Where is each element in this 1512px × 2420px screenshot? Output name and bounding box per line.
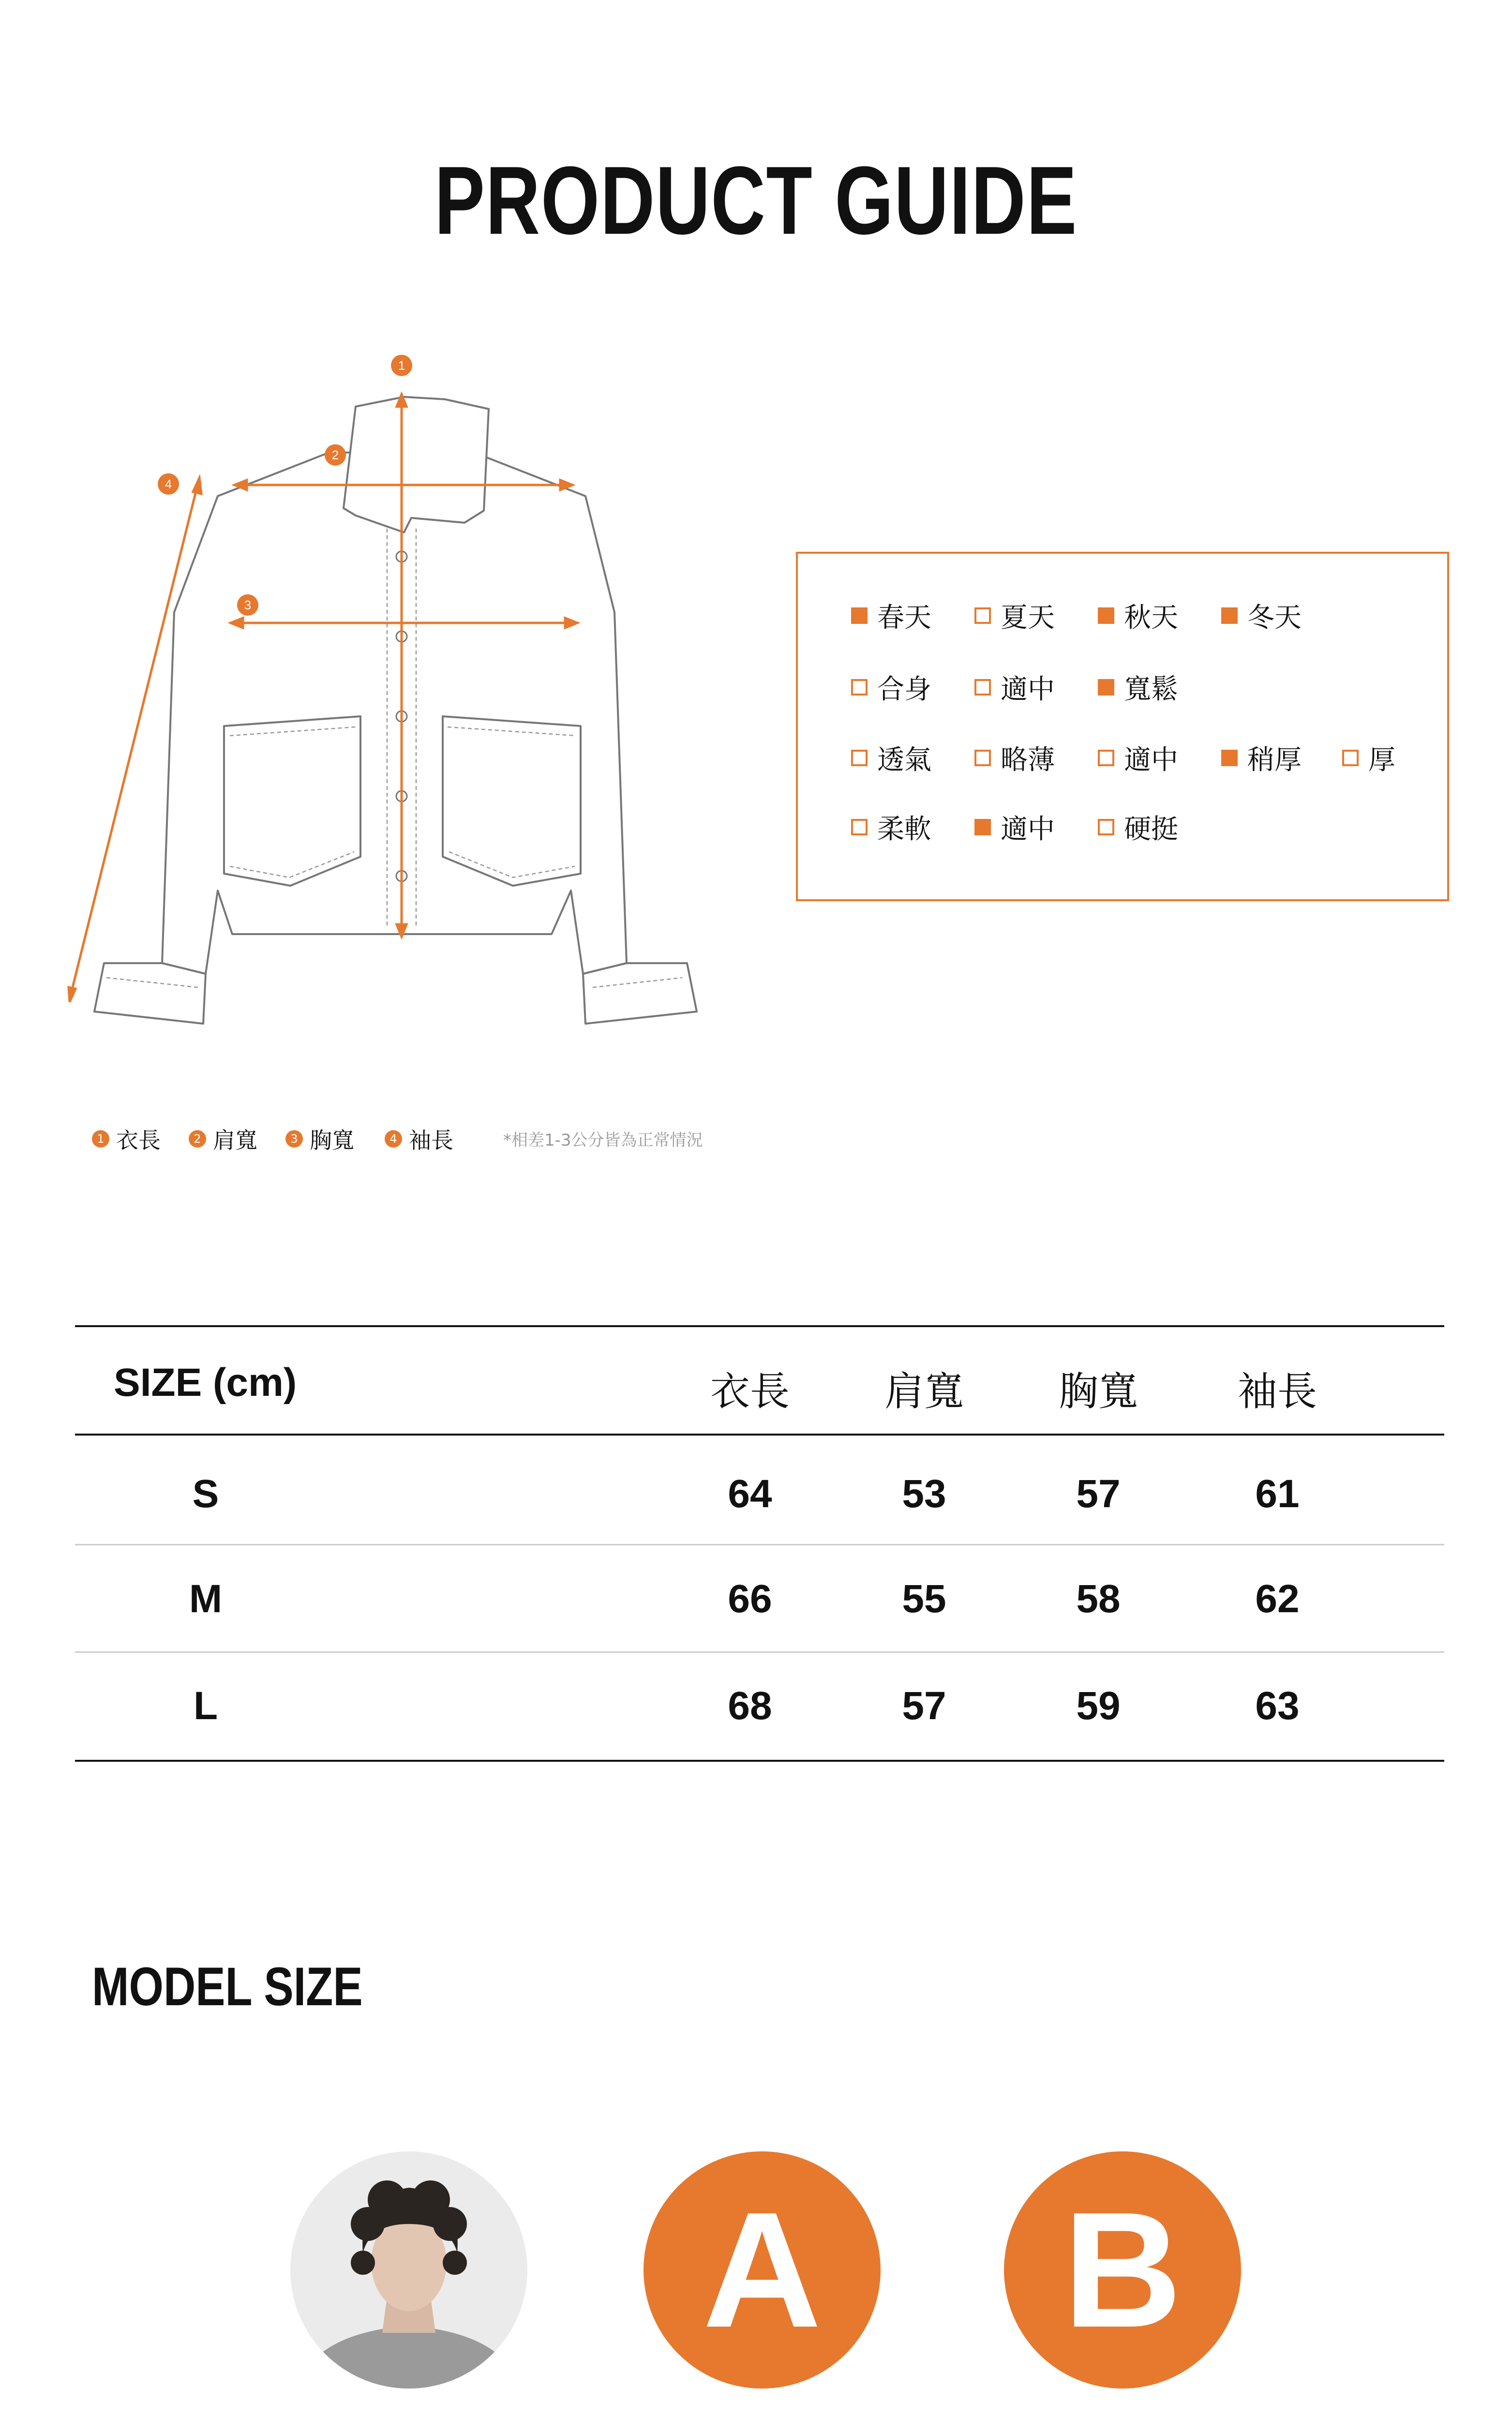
attributes-box: [796, 552, 1449, 901]
legend-label: 肩寬: [213, 1127, 257, 1153]
table-cell: M: [189, 1577, 223, 1621]
jacket-collar: [344, 397, 489, 532]
table-cell: L: [193, 1684, 218, 1728]
checked-square-icon: [1221, 607, 1238, 624]
table-cell: 66: [728, 1577, 772, 1621]
jacket-body: [162, 453, 627, 974]
table-header-rule: [75, 1434, 1444, 1436]
attribute-option: [851, 596, 931, 635]
table-cell: 68: [728, 1684, 772, 1728]
attribute-option: [1098, 739, 1178, 777]
attribute-label: 秋天: [1124, 602, 1178, 634]
left-cuff: [94, 963, 206, 1024]
attribute-option: [1221, 596, 1302, 635]
page-title: PRODUCT GUIDE: [434, 147, 1078, 255]
attribute-label: 合身: [877, 674, 931, 705]
model-avatar-b: B: [1004, 2151, 1241, 2389]
legend-item: [385, 1123, 453, 1155]
attribute-option: [851, 739, 931, 777]
model-size-title: MODEL SIZE: [92, 1956, 363, 2017]
table-cell: 55: [902, 1577, 946, 1621]
unchecked-square-icon: [974, 750, 991, 766]
table-header-cell: 肩寬: [884, 1369, 964, 1415]
unchecked-square-icon: [974, 607, 991, 624]
table-cell: 62: [1255, 1577, 1300, 1621]
table-cell: 61: [1255, 1472, 1300, 1516]
table-header-cell: 衣長: [710, 1369, 790, 1415]
unchecked-square-icon: [851, 819, 868, 835]
attribute-option: [1098, 808, 1178, 847]
attribute-option: [851, 808, 931, 847]
unchecked-square-icon: [1098, 819, 1114, 835]
table-cell: S: [192, 1472, 219, 1516]
attribute-option: [851, 668, 931, 707]
attribute-option: [1098, 596, 1178, 635]
legend-num: 4: [385, 1130, 402, 1148]
attribute-label: 略薄: [1001, 744, 1055, 776]
left-pocket: [224, 716, 360, 886]
checked-square-icon: [1098, 679, 1114, 696]
table-cell: 57: [1076, 1472, 1121, 1516]
unchecked-square-icon: [974, 679, 991, 696]
model-avatar-a: A: [644, 2151, 881, 2389]
table-cell: 53: [902, 1472, 946, 1516]
attribute-option: [974, 668, 1055, 707]
unchecked-square-icon: [851, 679, 868, 696]
model-avatar-photo: [290, 2151, 527, 2389]
row-divider: [75, 1544, 1444, 1545]
right-cuff: [583, 963, 697, 1024]
checked-square-icon: [1221, 750, 1238, 766]
legend-label: 胸寬: [310, 1127, 354, 1153]
legend-label: 衣長: [116, 1127, 161, 1153]
attribute-label: 夏天: [1001, 602, 1055, 634]
attribute-label: 冬天: [1247, 602, 1302, 634]
legend-note: *相差1-3公分皆為正常情況: [503, 1131, 703, 1150]
marker-3-num: 3: [244, 598, 252, 612]
measurement-legend: [92, 1123, 769, 1157]
row-divider: [75, 1651, 1444, 1653]
table-top-rule: [75, 1325, 1444, 1327]
legend-label: 袖長: [409, 1127, 453, 1153]
unchecked-square-icon: [1098, 750, 1114, 766]
attribute-option: [1342, 739, 1395, 777]
right-pocket: [443, 716, 581, 886]
table-header-size: SIZE (cm): [114, 1361, 297, 1405]
attribute-label: 硬挺: [1124, 814, 1178, 845]
attribute-option: [974, 739, 1055, 777]
attribute-option: [1221, 739, 1302, 777]
unchecked-square-icon: [1342, 750, 1359, 766]
attribute-label: 適中: [1124, 744, 1178, 776]
table-cell: 57: [902, 1684, 946, 1728]
table-cell: 58: [1076, 1577, 1121, 1621]
attribute-label: 柔軟: [877, 814, 931, 845]
table-cell: 63: [1255, 1684, 1300, 1728]
table-cell: 59: [1076, 1684, 1121, 1728]
checked-square-icon: [1098, 607, 1114, 624]
attribute-option: [1098, 668, 1178, 707]
table-bottom-rule: [75, 1760, 1444, 1762]
marker-2-num: 2: [331, 448, 339, 462]
checked-square-icon: [974, 819, 991, 835]
attribute-label: 春天: [877, 602, 931, 634]
marker-4-num: 4: [165, 477, 172, 491]
attribute-option: [974, 808, 1055, 847]
attribute-option: [974, 596, 1055, 635]
legend-num: 1: [92, 1130, 109, 1148]
table-cell: 64: [728, 1472, 772, 1516]
legend-item: [285, 1123, 354, 1155]
unchecked-square-icon: [851, 750, 868, 766]
legend-item: [92, 1123, 161, 1155]
marker-1-num: 1: [398, 358, 405, 373]
jacket-diagram: [58, 348, 760, 1074]
attribute-label: 稍厚: [1247, 744, 1302, 776]
table-header-cell: 胸寬: [1058, 1369, 1138, 1415]
attribute-label: 寬鬆: [1124, 674, 1178, 705]
attribute-label: 厚: [1368, 744, 1395, 776]
legend-item: [189, 1123, 257, 1155]
table-header-cell: 袖長: [1237, 1369, 1317, 1415]
checked-square-icon: [851, 607, 868, 624]
attribute-label: 透氣: [877, 744, 931, 776]
legend-num: 2: [189, 1130, 206, 1148]
legend-num: 3: [285, 1130, 303, 1148]
attribute-label: 適中: [1001, 814, 1055, 845]
attribute-label: 適中: [1001, 674, 1055, 705]
